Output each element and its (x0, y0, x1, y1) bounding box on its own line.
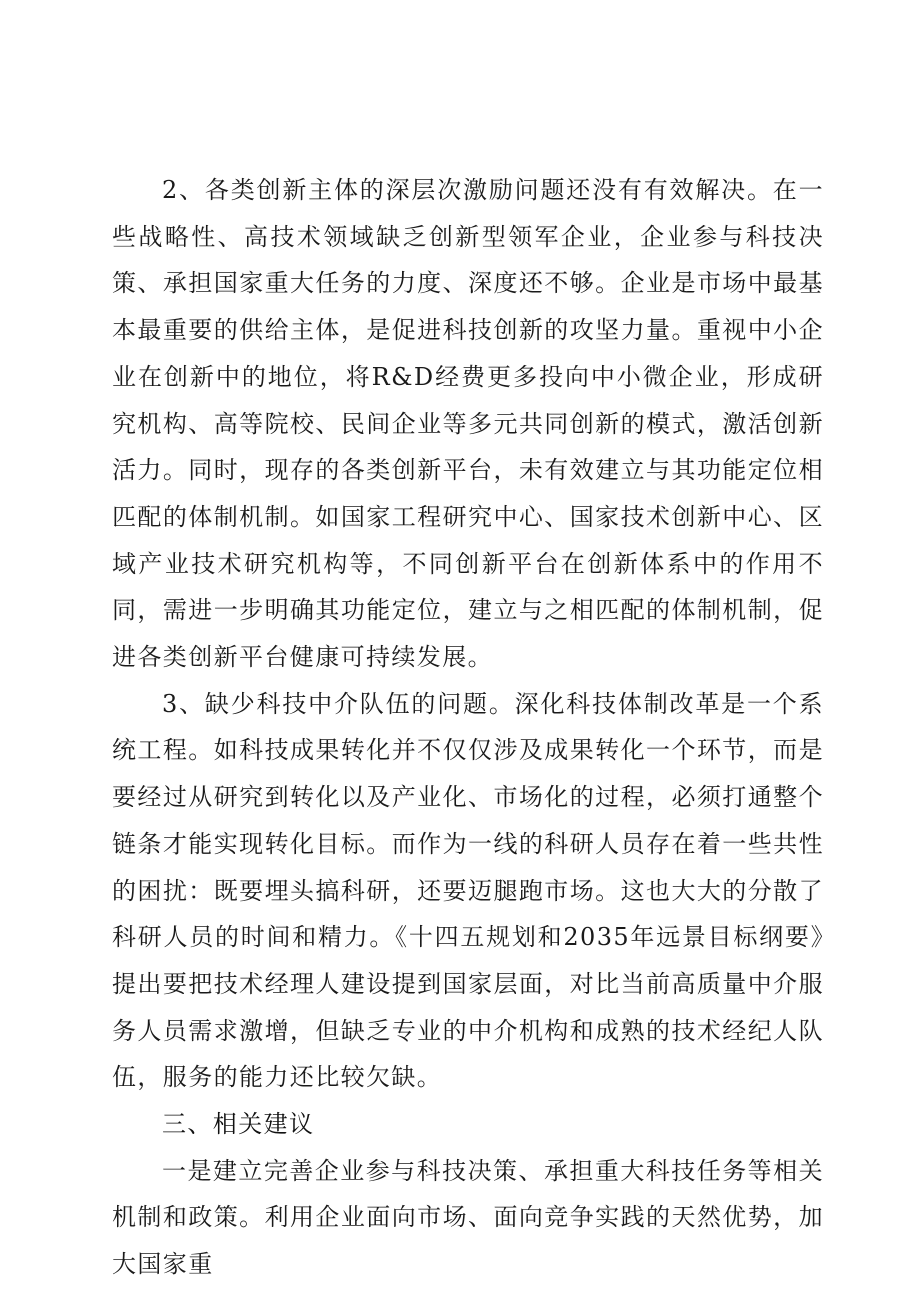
paragraph-intermediary-problem: 3、缺少科技中介队伍的问题。深化科技体制改革是一个系统工程。如科技成果转化并不仅仅涉及成果转化一个环节，而是要经过从研究到转化以及产业化、市场化的过程，必须打通整个链条才能实现转化目标。而作为一线的科研人员存在着一些共性的困扰：既要埋头搞科研，还要迈腿跑市场。这也大大的分散了科研人员的时间和精力。《十四五规划和2035年远景目标纲要》提出要把技术经理人建设提到国家层面，对比当前高质量中介服务人员需求激增，但缺乏专业的中介机构和成熟的技术经纪人队伍，服务的能力还比较欠缺。 (112, 689, 824, 1092)
section-heading-suggestions: 三、相关建议 (162, 1110, 315, 1139)
document-body (112, 167, 824, 1288)
paragraph-suggestion-one: 一是建立完善企业参与科技决策、承担重大科技任务等相关机制和政策。利用企业面向市场、面向竞争实践的天然优势，加大国家重 (112, 1156, 824, 1279)
paragraph-incentive-problem: 2、各类创新主体的深层次激励问题还没有有效解决。在一些战略性、高技术领域缺乏创新型领军企业，企业参与科技决策、承担国家重大任务的力度、深度还不够。企业是市场中最基本最重要的供给主体，是促进科技创新的攻坚力量。重视中小企业在创新中的地位，将R&D经费更多投向中小微企业，形成研究机构、高等院校、民间企业等多元共同创新的模式，激活创新活力。同时，现存的各类创新平台，未有效建立与其功能定位相匹配的体制机制。如国家工程研究中心、国家技术创新中心、区域产业技术研究机构等，不同创新平台在创新体系中的作用不同，需进一步明确其功能定位，建立与之相匹配的体制机制，促进各类创新平台健康可持续发展。 (112, 176, 824, 672)
